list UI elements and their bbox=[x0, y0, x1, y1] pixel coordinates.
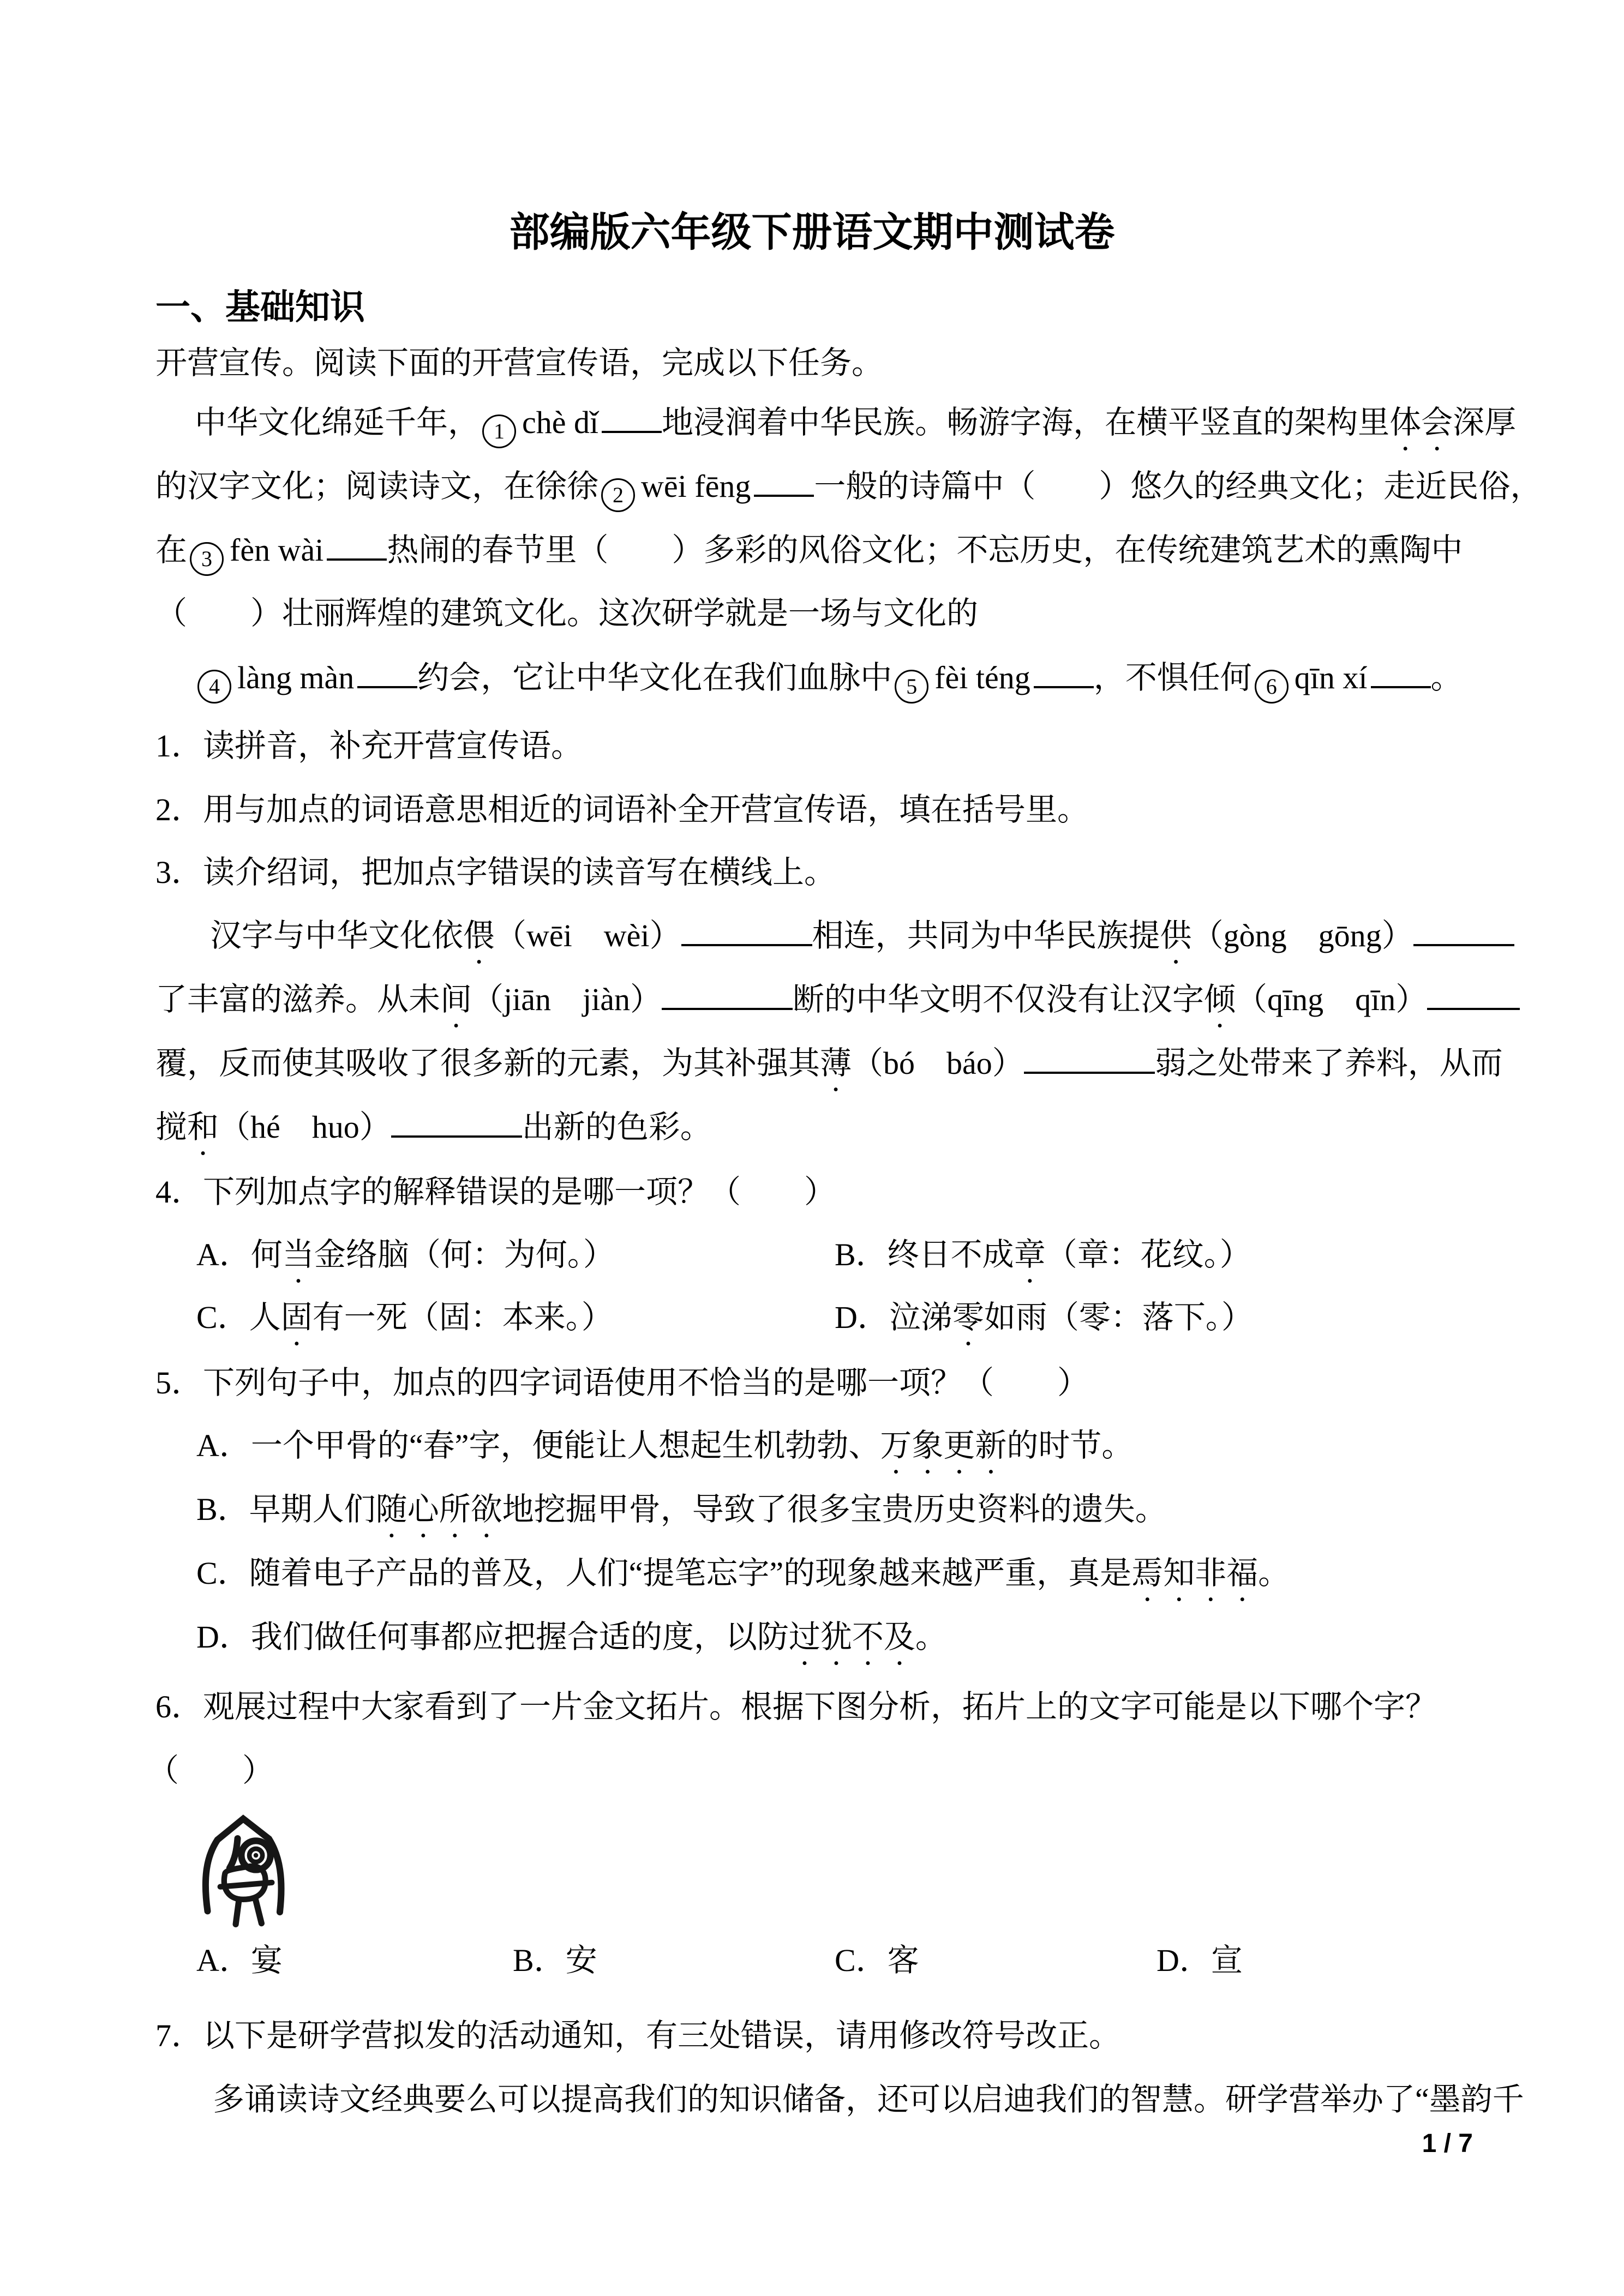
blank-underline bbox=[754, 465, 814, 497]
bronze-inscription-image bbox=[194, 1812, 292, 1929]
pinyin-text: qīn xí bbox=[1294, 660, 1368, 695]
text-segment: （hé huo） bbox=[219, 1109, 391, 1145]
circled-number: 1 bbox=[482, 414, 516, 448]
emphasized-text: 零 bbox=[952, 1300, 984, 1335]
text-segment: （gòng gōng） bbox=[1191, 918, 1413, 953]
intro-paragraph-line-3 bbox=[155, 529, 1463, 576]
text-segment: 一般的诗篇中（ ）悠久的经典文化；走近民俗， bbox=[814, 468, 1542, 504]
circled-number: 6 bbox=[1255, 670, 1289, 704]
question-4-option-d bbox=[835, 1297, 1253, 1353]
emphasized-text: 过犹不及 bbox=[788, 1619, 915, 1655]
text-segment: 搅 bbox=[155, 1109, 188, 1145]
pinyin-text: chè dǐ bbox=[522, 405, 599, 440]
question-7-stem: 7．以下是研学营拟发的活动通知，有三处错误，请用修改符号改正。 bbox=[155, 2018, 1121, 2053]
intro-lead: 开营宣传。阅读下面的开营宣传语，完成以下任务。 bbox=[155, 345, 884, 381]
question-5-stem: 5．下列句子中，加点的四字词语使用不恰当的是哪一项？（ ） bbox=[155, 1365, 1089, 1401]
intro-paragraph-line-5 bbox=[195, 657, 1463, 704]
question-6-option-c: C．客 bbox=[835, 1943, 919, 1978]
question-6-stem: 6．观展过程中大家看到了一片金文拓片。根据下图分析，拓片上的文字可能是以下哪个字？ bbox=[155, 1689, 1437, 1724]
text-segment: （ ）壮丽辉煌的建筑文化。这次研学就是一场与文化的 bbox=[155, 596, 979, 631]
text-segment: A．一个甲骨的“春”字，便能让人想起生机勃勃、 bbox=[196, 1428, 880, 1463]
text-segment: （qīng qīn） bbox=[1236, 982, 1428, 1017]
text-segment: 了丰富的滋养。从未 bbox=[155, 982, 441, 1017]
text-segment: B．终日不成 bbox=[835, 1237, 1014, 1272]
text-segment: （bó báo） bbox=[852, 1045, 1024, 1081]
page-number: 1 / 7 bbox=[1422, 2129, 1473, 2158]
circled-number: 3 bbox=[190, 542, 224, 576]
question-4-option-a bbox=[196, 1234, 615, 1290]
emphasized-text: 间 bbox=[440, 982, 472, 1017]
text-segment: C．随着电子产品的普及，人们“提笔忘字”的现象越来越严重，真是 bbox=[196, 1555, 1132, 1591]
text-segment: D．我们做任何事都应把握合适的度，以防 bbox=[196, 1619, 789, 1655]
question-5-option-d bbox=[196, 1616, 947, 1672]
intro-paragraph-line-2 bbox=[155, 465, 1542, 512]
pinyin-text: wēi fēng bbox=[641, 468, 751, 504]
question-5-option-b bbox=[196, 1489, 1167, 1544]
blank-underline bbox=[1034, 657, 1094, 688]
text-segment: 弱之处带来了养料，从而 bbox=[1154, 1045, 1503, 1081]
question-2-stem: 2．用与加点的词语意思相近的词语补全开营宣传语，填在括号里。 bbox=[155, 792, 1089, 827]
text-segment: 地挖掘甲骨，导致了很多宝贵历史资料的遗失。 bbox=[502, 1492, 1167, 1527]
emphasized-text: 固 bbox=[280, 1300, 313, 1335]
blank-underline bbox=[681, 915, 812, 946]
blank-underline bbox=[1413, 915, 1514, 946]
emphasized-text: 和 bbox=[187, 1109, 219, 1145]
emphasized-text: 万象更新 bbox=[880, 1428, 1007, 1463]
blank-underline bbox=[1427, 978, 1520, 1010]
pinyin-text: fèn wài bbox=[230, 532, 324, 568]
text-segment: 的时节。 bbox=[1006, 1428, 1134, 1463]
pinyin-text: làng màn bbox=[237, 660, 355, 695]
question-5-option-a bbox=[196, 1425, 1133, 1481]
emphasized-text: 章 bbox=[1014, 1237, 1046, 1272]
question-4-option-c bbox=[196, 1297, 613, 1353]
text-segment: 地浸润着中华民族。畅游字海，在横平竖直的架构里 bbox=[662, 405, 1390, 440]
text-segment: （jiān jiàn） bbox=[472, 982, 662, 1017]
circled-number: 4 bbox=[197, 670, 231, 704]
question-6-option-b: B．安 bbox=[513, 1943, 597, 1978]
text-segment: 。 bbox=[1430, 660, 1463, 695]
question-3-text-line-2 bbox=[155, 978, 1520, 1035]
question-4-option-b bbox=[835, 1234, 1251, 1290]
question-6-answer-paren: （ ） bbox=[147, 1753, 274, 1788]
emphasized-text: 偎 bbox=[463, 918, 495, 953]
emphasized-text: 随心所欲 bbox=[375, 1492, 502, 1527]
text-segment: 金络脑（何：为何。） bbox=[314, 1237, 615, 1272]
text-segment: 热闹的春节里（ ）多彩的风俗文化；不忘历史，在传统建筑艺术的熏陶中 bbox=[387, 532, 1463, 568]
text-segment: ，不惧任何 bbox=[1093, 660, 1252, 695]
text-segment: （章：花纹。） bbox=[1045, 1237, 1251, 1272]
text-segment: A．何 bbox=[196, 1237, 283, 1272]
text-segment: 覆，反而使其吸收了很多新的元素，为其补强其 bbox=[155, 1045, 820, 1081]
bronze-script-character-glyph bbox=[194, 1812, 292, 1929]
emphasized-text: 薄 bbox=[820, 1045, 852, 1081]
section-heading: 一、基础知识 bbox=[155, 287, 365, 327]
blank-underline bbox=[602, 401, 662, 433]
question-6-option-d: D．宣 bbox=[1156, 1943, 1243, 1978]
text-segment: 约会，它让中华文化在我们血脉中 bbox=[417, 660, 892, 695]
question-1-stem: 1．读拼音，补充开营宣传语。 bbox=[155, 728, 583, 764]
text-segment: 在 bbox=[155, 532, 188, 568]
text-segment: 有一死（固：本来。） bbox=[312, 1300, 613, 1335]
text-segment: （wēi wèi） bbox=[495, 918, 681, 953]
emphasized-text: 焉知非福 bbox=[1131, 1555, 1259, 1591]
text-segment: C．人 bbox=[196, 1300, 281, 1335]
question-6-option-a: A．宴 bbox=[196, 1943, 283, 1978]
pinyin-text: fèi téng bbox=[934, 660, 1030, 695]
exam-title: 部编版六年级下册语文期中测试卷 bbox=[509, 209, 1115, 255]
text-segment: 。 bbox=[1258, 1555, 1290, 1591]
text-segment: D．泣涕 bbox=[835, 1300, 952, 1335]
text-segment: 如雨（零：落下。） bbox=[984, 1300, 1253, 1335]
blank-underline bbox=[1371, 657, 1431, 688]
text-segment: 汉字与中华文化依 bbox=[210, 918, 464, 953]
emphasized-text: 体会 bbox=[1389, 405, 1453, 440]
question-3-text-line-1 bbox=[210, 915, 1514, 971]
intro-paragraph-line-4 bbox=[155, 593, 978, 634]
intro-paragraph-line-1 bbox=[195, 401, 1516, 458]
blank-underline bbox=[357, 657, 417, 688]
circled-number: 5 bbox=[895, 670, 928, 704]
question-7-notice-line: 多诵读诗文经典要么可以提高我们的知识储备，还可以启迪我们的智慧。研学营举办了“墨韵千 bbox=[213, 2082, 1524, 2117]
blank-underline bbox=[391, 1106, 522, 1138]
blank-underline bbox=[1024, 1042, 1155, 1074]
blank-underline bbox=[327, 529, 387, 561]
question-4-stem: 4．下列加点字的解释错误的是哪一项？（ ） bbox=[155, 1174, 836, 1210]
emphasized-text: 当 bbox=[282, 1237, 314, 1272]
question-3-text-line-3 bbox=[155, 1042, 1503, 1098]
text-segment: 。 bbox=[915, 1619, 947, 1655]
question-3-text-line-4 bbox=[155, 1106, 712, 1162]
text-segment: 断的中华文明不仅没有让汉字 bbox=[792, 982, 1204, 1017]
text-segment: B．早期人们 bbox=[196, 1492, 376, 1527]
text-segment: 相连，共同为中华民族提 bbox=[812, 918, 1160, 953]
question-5-option-c bbox=[196, 1553, 1290, 1608]
emphasized-text: 供 bbox=[1160, 918, 1192, 953]
text-segment: 的汉字文化；阅读诗文，在徐徐 bbox=[155, 468, 599, 504]
blank-underline bbox=[662, 978, 793, 1010]
question-3-stem: 3．读介绍词，把加点字错误的读音写在横线上。 bbox=[155, 855, 836, 890]
emphasized-text: 倾 bbox=[1204, 982, 1236, 1017]
text-segment: 中华文化绵延千年， bbox=[195, 405, 480, 440]
text-segment: 深厚 bbox=[1453, 405, 1517, 440]
circled-number: 2 bbox=[601, 478, 635, 512]
text-segment: 出新的色彩。 bbox=[522, 1109, 712, 1145]
